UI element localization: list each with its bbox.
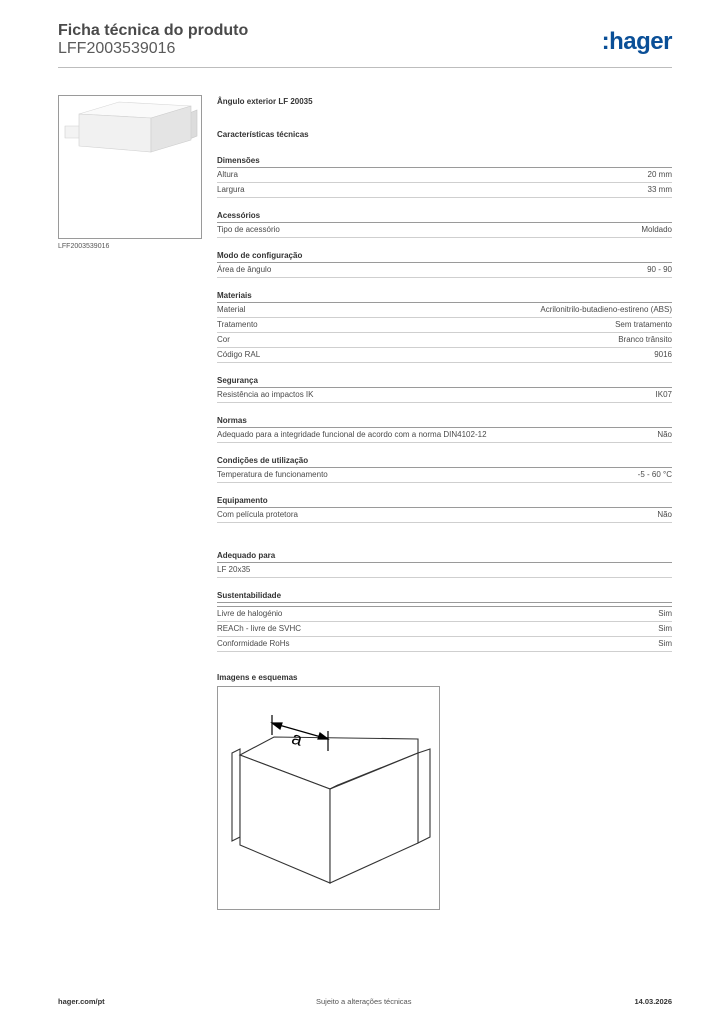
spec-value: Sim <box>658 609 672 618</box>
spec-label: Temperatura de funcionamento <box>217 470 328 479</box>
spec-label: LF 20x35 <box>217 565 251 574</box>
spec-row <box>217 606 672 622</box>
hager-logo: :hager <box>601 28 672 55</box>
spec-row <box>217 183 672 198</box>
spec-row <box>217 637 672 652</box>
characteristics-heading: Características técnicas <box>217 130 309 139</box>
spec-row <box>217 388 672 403</box>
angle-product-image <box>59 96 201 238</box>
spec-value: Não <box>657 430 672 439</box>
spec-row <box>217 508 672 523</box>
spec-value: 20 mm <box>647 170 672 179</box>
spec-label: Conformidade RoHs <box>217 639 290 648</box>
spec-row <box>217 168 672 183</box>
product-thumbnail <box>58 95 202 239</box>
group-title: Normas <box>217 415 672 428</box>
spec-value: Sem tratamento <box>615 320 672 329</box>
group-materials <box>217 290 672 363</box>
spec-label: Tratamento <box>217 320 258 329</box>
spec-value: IK07 <box>655 390 672 399</box>
spec-row <box>217 303 672 318</box>
group-configuration <box>217 250 672 278</box>
spec-value: Não <box>657 510 672 519</box>
dimension-label: a <box>289 727 305 750</box>
spec-label: REACh - livre de SVHC <box>217 624 302 633</box>
group-dimensions <box>217 155 672 198</box>
spec-value: -5 - 60 °C <box>637 470 672 479</box>
spec-value: Sim <box>658 639 672 648</box>
spec-value: 9016 <box>654 350 672 359</box>
product-code: LFF2003539016 <box>58 40 176 57</box>
footer-note: Sujeito a alterações técnicas <box>316 997 412 1006</box>
group-title: Segurança <box>217 375 672 388</box>
spec-content <box>217 95 672 684</box>
spec-row <box>217 348 672 363</box>
spec-row <box>217 563 672 578</box>
spec-label: Material <box>217 305 246 314</box>
group-equipment <box>217 495 672 523</box>
page-header <box>58 22 672 68</box>
spec-value: Acrilonitrilo-butadieno-estireno (ABS) <box>540 305 672 314</box>
group-suitable-for <box>217 550 672 578</box>
spec-row <box>217 318 672 333</box>
spec-value: 90 - 90 <box>647 265 672 274</box>
group-title: Condições de utilização <box>217 455 672 468</box>
group-safety <box>217 375 672 403</box>
group-title: Dimensões <box>217 155 672 168</box>
thumbnail-caption: LFF2003539016 <box>58 243 110 250</box>
angle-line-drawing <box>218 687 439 909</box>
spec-row <box>217 622 672 637</box>
spec-row <box>217 223 672 238</box>
group-usage-conditions <box>217 455 672 483</box>
group-title: Sustentabilidade <box>217 590 672 603</box>
group-title: Acessórios <box>217 210 672 223</box>
images-heading: Imagens e esquemas <box>217 673 298 682</box>
group-accessories <box>217 210 672 238</box>
group-title: Modo de configuração <box>217 250 672 263</box>
spec-label: Área de ângulo <box>217 265 272 274</box>
footer-date: 14.03.2026 <box>634 997 672 1006</box>
group-title: Equipamento <box>217 495 672 508</box>
product-name: Ângulo exterior LF 20035 <box>217 97 313 106</box>
spec-label: Livre de halogénio <box>217 609 283 618</box>
technical-drawing <box>217 686 440 910</box>
spec-label: Cor <box>217 335 230 344</box>
spec-label: Resistência ao impactos IK <box>217 390 314 399</box>
spec-row <box>217 428 672 443</box>
spec-value: Branco trânsito <box>618 335 672 344</box>
footer-website[interactable]: hager.com/pt <box>58 997 105 1006</box>
spec-label: Tipo de acessório <box>217 225 280 234</box>
group-standards <box>217 415 672 443</box>
group-title: Materiais <box>217 290 672 303</box>
spec-row <box>217 333 672 348</box>
spec-label: Com película protetora <box>217 510 298 519</box>
spec-label: Altura <box>217 170 238 179</box>
spec-row <box>217 263 672 278</box>
spec-label: Código RAL <box>217 350 261 359</box>
group-sustainability <box>217 590 672 652</box>
spec-label: Largura <box>217 185 245 194</box>
spec-label: Adequado para a integridade funcional de acordo com a norma DIN4102-12 <box>217 430 487 439</box>
spec-value: Sim <box>658 624 672 633</box>
document-title: Ficha técnica do produto <box>58 22 249 39</box>
spec-value: Moldado <box>641 225 672 234</box>
spec-value: 33 mm <box>647 185 672 194</box>
group-title: Adequado para <box>217 550 672 563</box>
spec-row <box>217 468 672 483</box>
